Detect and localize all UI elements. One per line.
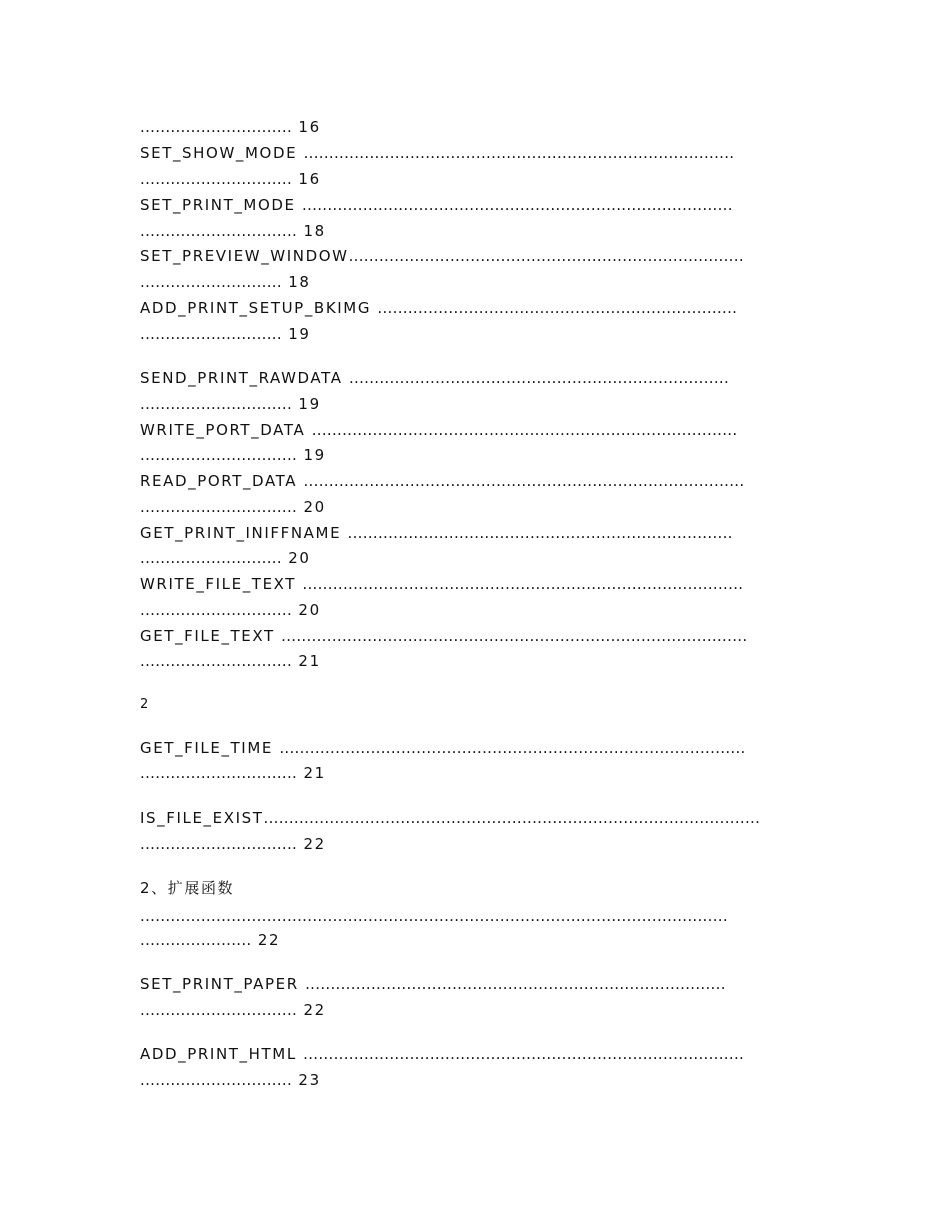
toc-line [140, 170, 810, 188]
toc-page-number: 22 [257, 931, 281, 949]
toc-leader-dots: ................................................................................... [305, 975, 726, 993]
toc-leader-dots: .................................................................................... [311, 421, 738, 439]
toc-page-number: 21 [303, 764, 326, 782]
toc-label: GET_FILE_TIME [140, 739, 273, 757]
toc-label: SET_SHOW_MODE [140, 144, 298, 162]
toc-line [140, 975, 810, 993]
toc-line [140, 299, 810, 317]
toc-leader-dots: ............................... [140, 498, 298, 516]
toc-page-number: 19 [288, 325, 311, 343]
toc-label: GET_FILE_TEXT [140, 627, 275, 645]
toc-page-number: 18 [288, 273, 311, 291]
toc-line [140, 472, 810, 490]
toc-line [140, 835, 810, 853]
toc-line [140, 907, 810, 925]
toc-section-heading [140, 879, 810, 897]
toc-leader-dots: ............................... [140, 1001, 298, 1019]
toc-leader-dots: ....................................................................................... [302, 575, 744, 593]
toc-page-number: 16 [298, 118, 321, 136]
toc-page-number: 16 [298, 170, 321, 188]
toc-label: GET_PRINT_INIFFNAME [140, 524, 342, 542]
toc-label: SET_PREVIEW_WINDOW [140, 247, 349, 265]
toc-label: READ_PORT_DATA [140, 472, 298, 490]
toc-label: SET_PRINT_MODE [140, 196, 296, 214]
toc-leader-dots: ...................... [140, 931, 252, 949]
toc-page-number: 19 [303, 446, 326, 464]
toc-line [140, 601, 810, 619]
toc-leader-dots: ..................................................................................... [302, 196, 733, 214]
toc-line [140, 549, 810, 567]
toc-label: WRITE_FILE_TEXT [140, 575, 297, 593]
toc-line [140, 325, 810, 343]
toc-leader-dots: ............................ [140, 325, 282, 343]
toc-leader-dots: ............................................................................................ [279, 739, 746, 757]
toc-leader-dots: ............................ [140, 273, 282, 291]
toc-leader-dots: .............................. [140, 395, 293, 413]
toc-leader-dots: ........................................................................... [348, 369, 730, 387]
toc-leader-dots: ............................... [140, 764, 298, 782]
toc-leader-dots: ....................................................................... [377, 299, 738, 317]
toc-label: SEND_PRINT_RAWDATA [140, 369, 343, 387]
toc-line [140, 144, 810, 162]
toc-leader-dots: ............................... [140, 222, 298, 240]
toc-label: IS_FILE_EXIST [140, 809, 264, 827]
toc-page-number: 19 [298, 395, 321, 413]
toc-leader-dots: ....................................................................................... [303, 1045, 745, 1063]
toc-label: WRITE_PORT_DATA [140, 421, 306, 439]
toc-line [140, 446, 810, 464]
toc-page-number: 20 [303, 498, 326, 516]
toc-line [140, 196, 810, 214]
toc-line [140, 1001, 810, 1019]
toc-leader-dots: ............................................................................................ [281, 627, 748, 645]
toc-line [140, 652, 810, 670]
toc-line [140, 1045, 810, 1063]
page-marker: 2 [140, 697, 150, 712]
toc-line [140, 575, 810, 593]
toc-page-number: 22 [303, 835, 326, 853]
toc-leader-dots: .............................. [140, 1071, 293, 1089]
toc-line [140, 498, 810, 516]
toc-leader-dots: ..................................................................................... [303, 144, 735, 162]
toc-line [140, 524, 810, 542]
toc-line [140, 421, 810, 439]
toc-label: 2、扩展函数 [140, 879, 235, 897]
toc-leader-dots: .............................. [140, 601, 293, 619]
toc-label: ADD_PRINT_SETUP_BKIMG [140, 299, 372, 317]
toc-line [140, 739, 810, 757]
toc-page-number: 23 [298, 1071, 321, 1089]
toc-line [140, 118, 810, 136]
toc-line [140, 247, 810, 265]
toc-leader-dots: ....................................................................................... [303, 472, 745, 490]
toc-page-number: 21 [298, 652, 321, 670]
toc-line [140, 809, 810, 827]
toc-page-number: 20 [288, 549, 311, 567]
toc-line [140, 395, 810, 413]
toc-leader-dots: .............................. [140, 118, 293, 136]
toc-line [140, 1071, 810, 1089]
toc-page-number: 20 [298, 601, 321, 619]
toc-leader-dots: ............................................................................ [347, 524, 733, 542]
toc-leader-dots: ............................... [140, 835, 298, 853]
toc-leader-dots: .............................................................................. [348, 247, 744, 265]
toc-leader-dots: ............................ [140, 549, 282, 567]
toc-leader-dots: .................................................................................................................... [140, 907, 728, 925]
toc-line [140, 931, 810, 949]
toc-leader-dots: .................................................................................................. [263, 809, 761, 827]
toc-line [140, 369, 810, 387]
toc-label: SET_PRINT_PAPER [140, 975, 299, 993]
toc-label: ADD_PRINT_HTML [140, 1045, 297, 1063]
toc-line [140, 273, 810, 291]
toc-leader-dots: .............................. [140, 170, 293, 188]
toc-line [140, 764, 810, 782]
toc-leader-dots: ............................... [140, 446, 298, 464]
toc-page-number: 18 [303, 222, 326, 240]
toc-leader-dots: .............................. [140, 652, 293, 670]
toc-page-number: 22 [303, 1001, 326, 1019]
toc-line [140, 627, 810, 645]
toc-line [140, 222, 810, 240]
